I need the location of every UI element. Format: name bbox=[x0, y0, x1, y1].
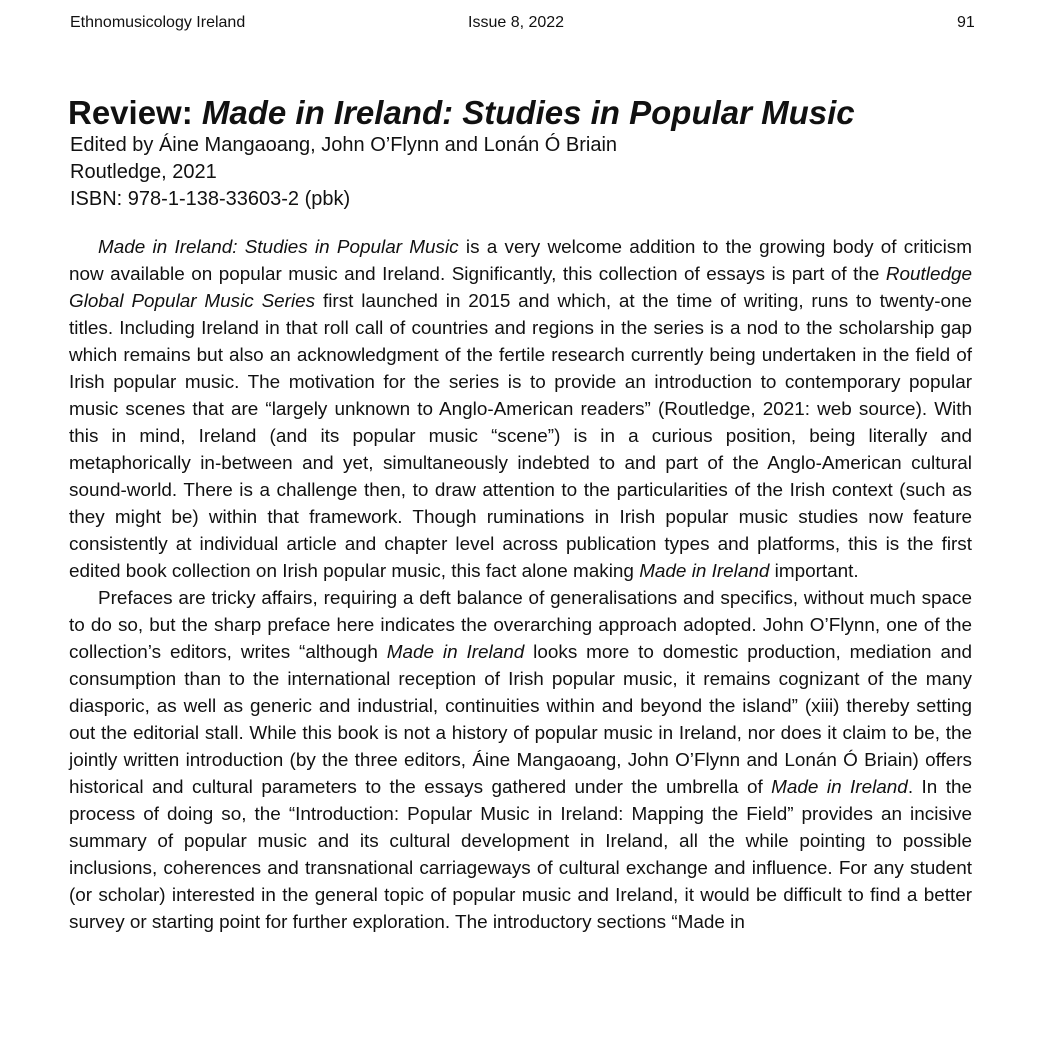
p2-span-1: Prefaces are tricky affairs, requiring a deft balance of generalisations and specifics, without much space to do so, but the sharp preface here indicates the overarching approach adopted. John O’Flynn, one of the collection’s editors, writes “although bbox=[69, 588, 972, 663]
publisher-line: Routledge, 2021 bbox=[70, 161, 217, 183]
editors-line: Edited by Áine Mangaoang, John O’Flynn and Lonán Ó Briain bbox=[70, 134, 618, 156]
p1-span-1: Made in Ireland: Studies in Popular Music bbox=[98, 237, 459, 258]
issue-label: Issue 8, 2022 bbox=[468, 14, 565, 31]
p1-span-5: Made in Ireland bbox=[639, 561, 770, 582]
p1-span-4: first launched in 2015 and which, at the time of writing, runs to twenty-one titles. Including Ireland in that roll call of countries and regions in the series is a nod to the scholarship gap which remains but also an acknowledgment of the fertile research currently being undertaken in the field of Irish popular music. The motivation for the series is to provide an introduction to contemporary popular music scenes that are “largely unknown to Anglo-American readers” (Routledge, 2021: web source). With this in mind, Ireland (and its popular music “scene”) is in a curious position, being literally and metaphorically in-between and yet, simultaneously indebted to and part of the Anglo-American cultural sound-world. There is a challenge then, to draw attention to the particularities of the Irish context (such as they might be) within that framework. Though ruminations in Irish popular music studies now feature consistently at individual article and chapter level across publication types and platforms, this is the first edited book collection on Irish popular music, this fact alone making bbox=[69, 291, 973, 582]
review-body bbox=[69, 234, 972, 936]
paragraph-2 bbox=[69, 585, 972, 936]
p1-span-2: is a very welcome addition to the growing body of criticism now available on popular music and Ireland. Significantly, this collection of essays is part of the bbox=[69, 237, 972, 285]
running-header bbox=[0, 12, 1053, 38]
p2-span-2: Made in Ireland bbox=[386, 642, 525, 663]
p1-span-3: Routledge Global Popular Music Series bbox=[69, 264, 972, 312]
p2-span-4: Made in Ireland bbox=[771, 777, 908, 798]
book-title: Made in Ireland: Studies in Popular Music bbox=[201, 94, 855, 131]
review-title bbox=[68, 94, 1053, 132]
p2-span-5: . In the process of doing so, the “Introduction: Popular Music in Ireland: Mapping the Field” provides an incisive summary of popular music and its cultural development in Ireland, all the while pointing to possible inclusions, coherences and transnational carriageways of cultural exchange and influence. For any student (or scholar) interested in the general topic of popular music and Ireland, it would be difficult to find a better survey or starting point for further exploration. The introductory sections “Made in bbox=[69, 777, 972, 933]
page-number: 91 bbox=[957, 14, 975, 31]
p2-span-3: looks more to domestic production, mediation and consumption than to the international reception of Irish popular music, it remains cognizant of the many diasporic, as well as generic and industrial, continuities within and beyond the island” (xiii) thereby setting out the editorial stall. While this book is not a history of popular music in Ireland, nor does it claim to be, the jointly written introduction (by the three editors, Áine Mangaoang, John O’Flynn and Lonán Ó Briain) offers historical and cultural parameters to the essays gathered under the umbrella of bbox=[69, 642, 972, 798]
isbn-line: ISBN: 978-1-138-33603-2 (pbk) bbox=[70, 188, 351, 210]
p1-span-6: important. bbox=[769, 561, 859, 582]
title-prefix: Review: bbox=[68, 94, 202, 131]
journal-name: Ethnomusicology Ireland bbox=[70, 14, 246, 31]
paragraph-1 bbox=[69, 234, 972, 585]
book-details bbox=[70, 132, 1053, 213]
